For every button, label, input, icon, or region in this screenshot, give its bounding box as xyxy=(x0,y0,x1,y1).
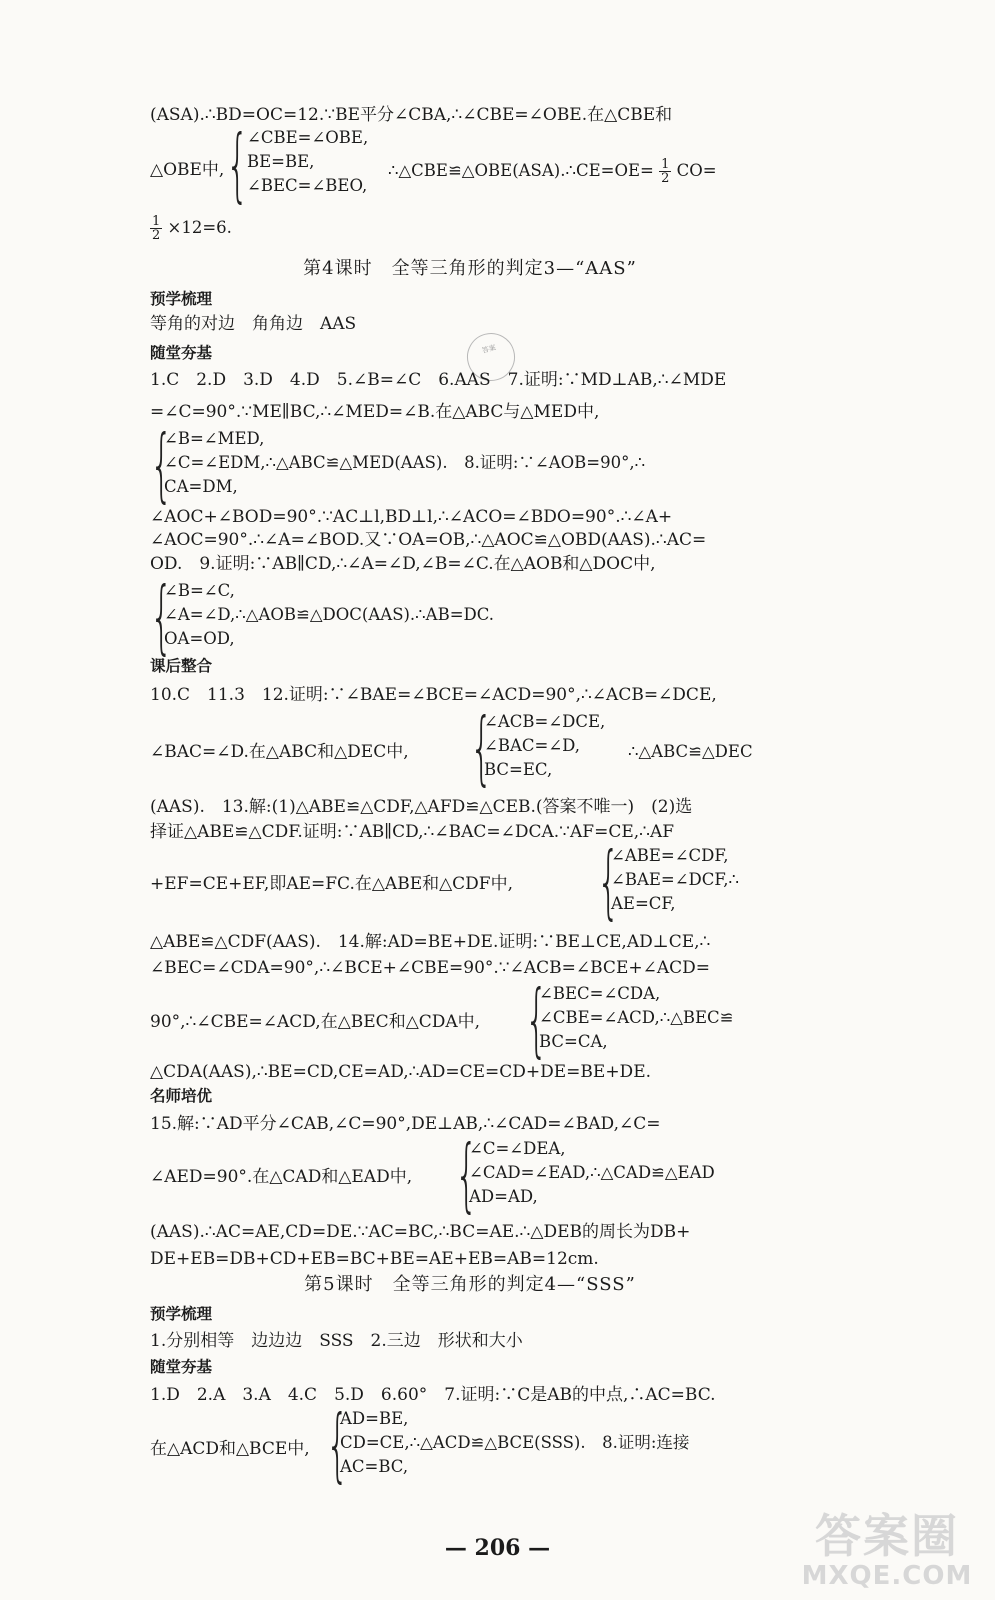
system-line: ∠BAC=∠D, xyxy=(484,736,581,755)
section-heading: 预学梳理 xyxy=(150,1305,213,1323)
text-line: 15.解:∵AD平分∠CAB,∠C=90°,DE⊥AB,∴∠CAD=∠BAD,∠C= xyxy=(150,1114,661,1134)
brace: { xyxy=(525,973,548,1066)
system-line: BE=BE, xyxy=(247,152,315,171)
text-line: DE+EB=DB+CD+EB=BC+BE=AE+EB=AB=12cm. xyxy=(150,1249,599,1269)
system-line: ∠C=∠EDM,∴△ABC≌△MED(AAS). 8.证明:∵∠AOB=90°,∴ xyxy=(164,453,646,472)
system-line: ∠A=∠D,∴△AOB≌△DOC(AAS).∴AB=DC. xyxy=(164,605,495,624)
text-line: (ASA).∴BD=OC=12.∵BE平分∠CBA,∴∠CBE=∠OBE.在△CBE和 xyxy=(150,105,673,125)
text-fragment: CO= xyxy=(676,161,717,180)
equation-system xyxy=(469,1137,715,1209)
system-line: ∠CBE=∠OBE, xyxy=(247,128,369,147)
text-fragment: ∴△CBE≌△OBE(ASA).∴CE=OE= xyxy=(388,161,654,180)
system-line: CD=CE,∴△ACD≌△BCE(SSS). 8.证明:连接 xyxy=(340,1433,690,1452)
system-line: ∠BAE=∠DCF,∴ xyxy=(611,870,740,889)
system-line: BC=CA, xyxy=(539,1032,608,1051)
text-line: 1.C 2.D 3.D 4.D 5.∠B=∠C 6.AAS 7.证明:∵MD⊥AB,∴∠MDE xyxy=(150,370,727,390)
equation-system xyxy=(539,982,734,1054)
brace: { xyxy=(226,118,249,211)
text-line: 90°,∴∠CBE=∠ACD,在△BEC和△CDA中, xyxy=(150,1012,481,1032)
fraction-denominator: 2 xyxy=(661,171,670,186)
section-heading: 随堂夯基 xyxy=(150,344,213,362)
system-line: AD=AD, xyxy=(469,1187,538,1206)
fraction-numerator: 1 xyxy=(661,157,670,172)
system-line: OA=OD, xyxy=(164,629,235,648)
text-line: 在△ACD和△BCE中, xyxy=(150,1439,310,1459)
text-line: (AAS).∴AC=AE,CD=DE.∵AC=BC,∴BC=AE.∴△DEB的周长为DB+ xyxy=(150,1222,691,1242)
system-line: ∠ACB=∠DCE, xyxy=(484,712,606,731)
text-line: ∠BEC=∠CDA=90°,∴∠BCE+∠CBE=90°.∵∠ACB=∠BCE+∠ACD= xyxy=(150,958,710,978)
fraction-denominator: 2 xyxy=(152,228,161,243)
system-line: CA=DM, xyxy=(164,477,238,496)
text-line: (AAS). 13.解:(1)△ABE≌△CDF,△AFD≌△CEB.(答案不唯一) (2)选 xyxy=(150,797,693,817)
text-line: ∠AED=90°.在△CAD和△EAD中, xyxy=(150,1167,413,1187)
brace: { xyxy=(326,1398,349,1491)
text-line: 1.D 2.A 3.A 4.C 5.D 6.60° 7.证明:∵C是AB的中点,∴AC=BC. xyxy=(150,1385,716,1405)
text-line: 择证△ABE≌△CDF.证明:∵AB∥CD,∴∠BAC=∠DCA.∵AF=CE,∴AF xyxy=(150,822,675,842)
brace: { xyxy=(455,1128,478,1221)
fraction xyxy=(150,215,162,242)
brace: { xyxy=(470,701,493,794)
text-line: ∴△ABC≌△DEC xyxy=(628,742,753,761)
text-line: △CDA(AAS),∴BE=CD,CE=AD,∴AD=CE=CD+DE=BE+DE. xyxy=(150,1062,652,1082)
equation-system xyxy=(611,844,739,916)
text-line: ∠AOC=90°.∴∠A=∠BOD.又∵OA=OB,∴△AOC≌△OBD(AAS).∴AC= xyxy=(150,530,707,550)
text-line xyxy=(150,215,232,242)
watermark-logo xyxy=(787,1510,987,1594)
text-line: △OBE中, xyxy=(150,160,225,180)
brace: { xyxy=(597,835,620,928)
stamp-text: 答案 xyxy=(481,343,497,355)
text-line: +EF=CE+EF,即AE=FC.在△ABE和△CDF中, xyxy=(150,874,514,894)
section-heading: 随堂夯基 xyxy=(150,1358,213,1376)
text-line: ∠BAC=∠D.在△ABC和△DEC中, xyxy=(150,742,409,762)
system-line: ∠BEC=∠CDA, xyxy=(539,984,661,1003)
fraction xyxy=(659,158,671,185)
text-line: 等角的对边 角角边 AAS xyxy=(150,314,357,334)
system-line: AE=CF, xyxy=(611,894,676,913)
equation-system xyxy=(247,126,368,198)
section-heading: 课后整合 xyxy=(150,657,213,675)
system-line: ∠B=∠C, xyxy=(164,581,235,600)
text-line: OD. 9.证明:∵AB∥CD,∴∠A=∠D,∠B=∠C.在△AOB和△DOC中, xyxy=(150,554,656,574)
text-fragment: ×12=6. xyxy=(167,218,232,237)
lesson-title: 第4课时 全等三角形的判定3—“AAS” xyxy=(303,258,637,279)
text-line: =∠C=90°.∵ME∥BC,∴∠MED=∠B.在△ABC与△MED中, xyxy=(150,402,600,422)
brace: { xyxy=(150,570,173,663)
section-heading: 名师培优 xyxy=(150,1087,213,1105)
lesson-title: 第5课时 全等三角形的判定4—“SSS” xyxy=(304,1274,636,1295)
text-line: 1.分别相等 边边边 SSS 2.三边 形状和大小 xyxy=(150,1331,523,1351)
system-line: AD=BE, xyxy=(340,1409,409,1428)
system-line: ∠ABE=∠CDF, xyxy=(611,846,729,865)
equation-system xyxy=(164,427,645,499)
page-number: — 206 — xyxy=(444,1535,551,1561)
watermark-text: 答案圈 xyxy=(815,1509,959,1563)
text-line: △ABE≌△CDF(AAS). 14.解:AD=BE+DE.证明:∵BE⊥CE,AD⊥CE,∴ xyxy=(150,932,711,952)
section-heading: 预学梳理 xyxy=(150,290,213,308)
system-line: ∠C=∠DEA, xyxy=(469,1139,566,1158)
system-line: BC=EC, xyxy=(484,760,553,779)
equation-system xyxy=(484,710,605,782)
watermark-url: MXQE.COM xyxy=(801,1561,973,1591)
text-line xyxy=(388,158,717,185)
brace: { xyxy=(150,418,173,511)
system-line: ∠BEC=∠BEO, xyxy=(247,176,368,195)
equation-system xyxy=(164,579,494,651)
text-line: 10.C 11.3 12.证明:∵∠BAE=∠BCE=∠ACD=90°,∴∠ACB=∠DCE, xyxy=(150,685,717,705)
equation-system xyxy=(340,1407,689,1479)
text-line: ∠AOC+∠BOD=90°.∵AC⊥l,BD⊥l,∴∠ACO=∠BDO=90°.∴∠A+ xyxy=(150,507,673,527)
system-line: AC=BC, xyxy=(340,1457,409,1476)
system-line: ∠CAD=∠EAD,∴△CAD≌△EAD xyxy=(469,1163,715,1182)
system-line: ∠B=∠MED, xyxy=(164,429,265,448)
fraction-numerator: 1 xyxy=(152,214,161,229)
system-line: ∠CBE=∠ACD,∴△BEC≌ xyxy=(539,1008,734,1027)
